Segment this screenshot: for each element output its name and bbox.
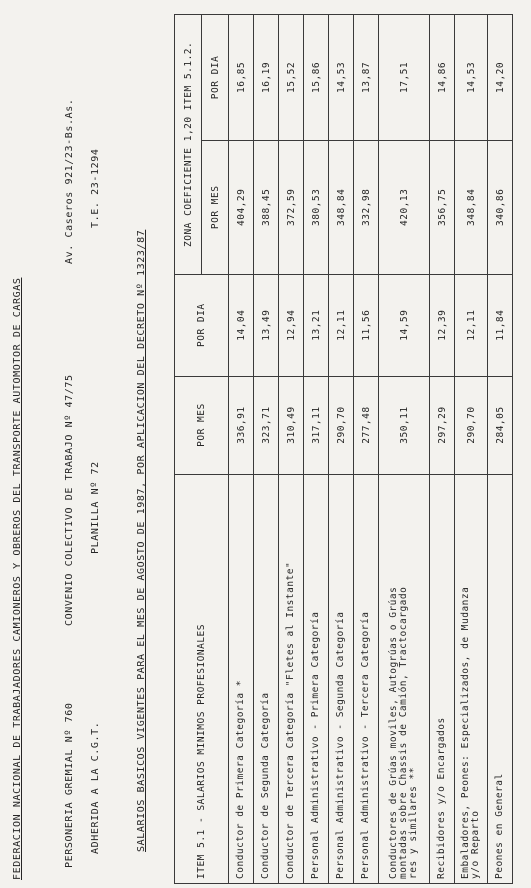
item-cell: Personal Administrativo - Primera Categoría [304,474,329,883]
table-header-row [175,15,202,884]
table-row [229,15,254,884]
zona-mes-cell: 332,98 [354,140,379,274]
zona-dia-cell: 14,86 [430,15,455,141]
mes-cell: 297,29 [430,376,455,474]
item-cell: Recibidores y/o Encargados [430,474,455,883]
mes-cell: 277,48 [354,376,379,474]
dia-cell: 14,59 [379,274,430,376]
zona-mes-cell: 372,59 [279,140,304,274]
mes-cell: 323,71 [254,376,279,474]
dia-cell: 12,94 [279,274,304,376]
zona-coeficiente-header: ZONA COEFICIENTE 1,20 ITEM 5.1.2. [175,15,202,275]
zona-dia-cell: 17,51 [379,15,430,141]
salary-table [174,14,513,884]
mes-cell: 310,49 [279,376,304,474]
mes-cell: 290,70 [329,376,354,474]
address: Av. Caseros 921/23-Bs.As. [64,98,75,264]
zona-mes-cell: 348,84 [455,140,488,274]
federation-title: FEDERACION NACIONAL DE TRABAJADORES CAMIONEROS Y OBREROS DEL TRANSPORTE AUTOMOTOR DE CARGAS [12,277,23,880]
item-column-header: ITEM 5.1 - SALARIOS MINIMOS PROFESIONALES [175,474,229,883]
table-row [488,15,513,884]
table-row [279,15,304,884]
dia-cell: 13,21 [304,274,329,376]
zona-mes-cell: 420,13 [379,140,430,274]
table-row [379,15,430,884]
zona-mes-cell: 340,86 [488,140,513,274]
zona-dia-cell: 13,87 [354,15,379,141]
planilla: PLANILLA Nº 72 [90,461,101,554]
por-mes-header: POR MES [175,376,229,474]
item-cell: Conductor de Primera Categoría * [229,474,254,883]
item-cell: Conductor de Tercera Categoría "Fletes al Instante" [279,474,304,883]
zona-mes-cell: 380,53 [304,140,329,274]
table-row [354,15,379,884]
dia-cell: 12,11 [455,274,488,376]
item-cell: Conductor de Segunda Categoría [254,474,279,883]
zona-dia-cell: 14,53 [329,15,354,141]
dia-cell: 12,11 [329,274,354,376]
zona-mes-cell: 348,84 [329,140,354,274]
mes-cell: 317,11 [304,376,329,474]
convenio-colectivo: CONVENIO COLECTIVO DE TRABAJO Nº 47/75 [64,374,75,626]
dia-cell: 14,04 [229,274,254,376]
table-row [455,15,488,884]
zona-mes-cell: 388,45 [254,140,279,274]
zona-mes-cell: 356,75 [430,140,455,274]
mes-cell: 290,70 [455,376,488,474]
zona-por-mes-header: POR MES [202,140,229,274]
zona-por-dia-header: POR DIA [202,15,229,141]
por-dia-header: POR DIA [175,274,229,376]
mes-cell: 350,11 [379,376,430,474]
table-row [329,15,354,884]
item-cell: Peones en General [488,474,513,883]
item-line: Conductores de Grúas moviles, Autogrúas o Grúas [388,586,399,879]
dia-cell: 11,84 [488,274,513,376]
item-cell [379,474,430,883]
item-cell: Personal Administrativo - Tercera Categoría [354,474,379,883]
dia-cell: 11,56 [354,274,379,376]
adherida-cgt: ADHERIDA A LA C.G.T. [90,721,101,854]
item-cell [455,474,488,883]
zona-dia-cell: 16,19 [254,15,279,141]
table-row [304,15,329,884]
item-line: y/o Reparto [470,810,481,879]
item-line: res y similares ** [408,767,419,879]
zona-mes-cell: 404,29 [229,140,254,274]
personeria-gremial: PERSONERIA GREMIAL Nº 760 [64,702,75,868]
table-row [254,15,279,884]
telephone: T.E. 23-1294 [90,148,101,228]
dia-cell: 13,49 [254,274,279,376]
item-cell: Personal Administrativo - Segunda Categoría [329,474,354,883]
zona-dia-cell: 16,85 [229,15,254,141]
table-row [430,15,455,884]
mes-cell: 336,91 [229,376,254,474]
item-line: Embaladores, Peones: Especializados, de Mudanza [460,586,471,879]
zona-dia-cell: 14,53 [455,15,488,141]
item-line: montadas sobre Chassis de Camión, Tractocargado [398,586,409,879]
mes-cell: 284,05 [488,376,513,474]
document-subtitle: SALARIOS BASICOS VIGENTES PARA EL MES DE AGOSTO DE 1987, POR APLICACION DEL DECRETO Nº 1323/87 [136,229,147,852]
zona-dia-cell: 14,20 [488,15,513,141]
zona-dia-cell: 15,86 [304,15,329,141]
zona-dia-cell: 15,52 [279,15,304,141]
dia-cell: 12,39 [430,274,455,376]
